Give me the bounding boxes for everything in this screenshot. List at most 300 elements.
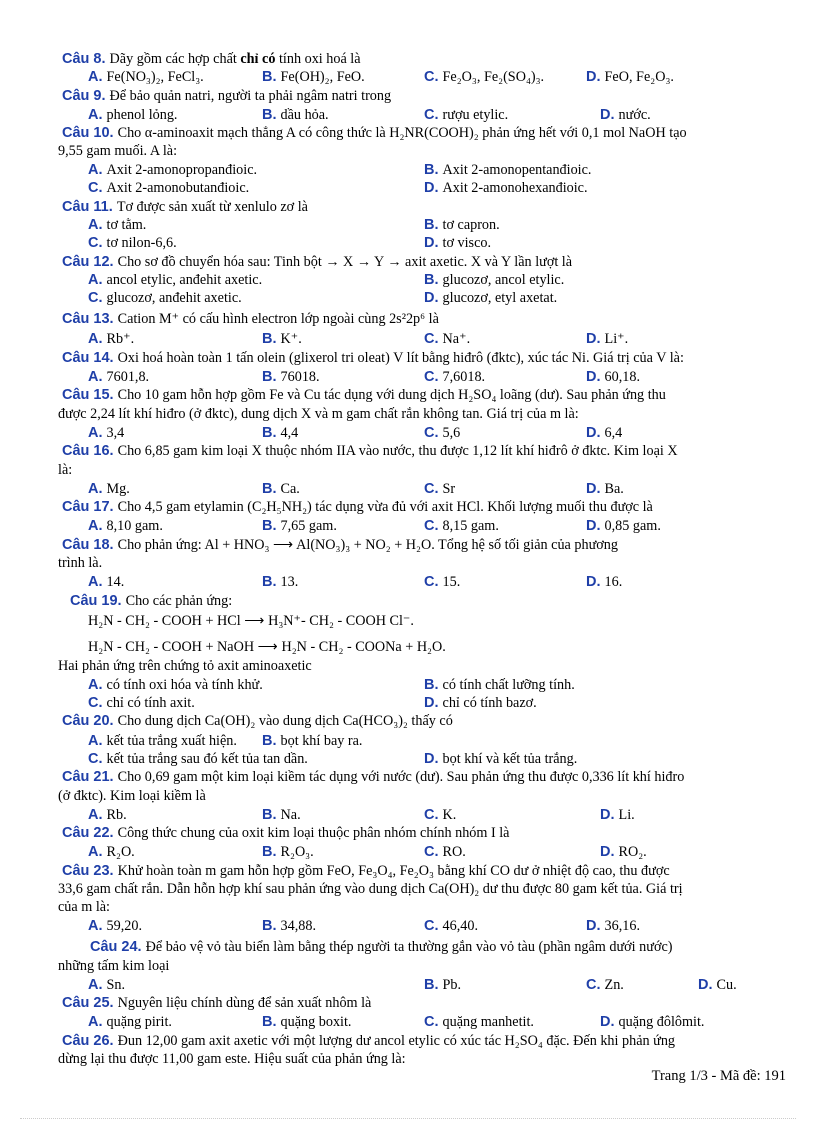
option-letter: C. bbox=[88, 235, 107, 251]
question-text: Cho 4,5 gam etylamin (C₂H₅NH₂) tác dụng vừa đủ với axit HCl. Khối lượng muối thu được là bbox=[117, 499, 653, 515]
answer-option bbox=[600, 106, 651, 124]
question-number: Câu 9. bbox=[62, 88, 110, 104]
question-number: Câu 12. bbox=[62, 254, 118, 270]
option-text: 16. bbox=[604, 574, 623, 590]
option-text: Fe(NO₃)₂, FeCl₃. bbox=[106, 69, 204, 85]
option-letter: D. bbox=[424, 290, 443, 306]
question-text: Cho α-aminoaxit mạch thẳng A có công thức là H₂NR(COOH)₂ phản ứng hết với 0,1 mol NaOH tạo bbox=[117, 125, 687, 141]
option-text: 7601,8. bbox=[106, 369, 150, 385]
question-text: là: bbox=[58, 462, 73, 478]
question-number: Câu 8. bbox=[62, 51, 110, 67]
question-text: Cho 6,85 gam kim loại X thuộc nhóm IIA vào nước, thu được 1,12 lít khí hiđrô ở đktc. Kim loại X bbox=[117, 443, 678, 459]
option-text: Pb. bbox=[442, 977, 462, 993]
question-text: Nguyên liệu chính dùng để sản xuất nhôm là bbox=[117, 995, 372, 1011]
option-letter: A. bbox=[88, 574, 107, 590]
option-letter: B. bbox=[262, 69, 281, 85]
question-text: 9,55 gam muối. A là: bbox=[58, 143, 178, 159]
answer-option bbox=[262, 424, 298, 442]
answer-option bbox=[88, 271, 262, 289]
answer-option bbox=[262, 806, 301, 824]
question-text: Khử hoàn toàn m gam hỗn hợp gồm FeO, Fe₃O₄, Fe₂O₃ bằng khí CO dư ở nhiệt độ cao, thu được bbox=[117, 863, 670, 879]
question-text: của m là: bbox=[58, 899, 110, 915]
option-letter: C. bbox=[88, 290, 107, 306]
option-text: 7,65 gam. bbox=[280, 518, 337, 534]
option-letter: D. bbox=[424, 235, 443, 251]
question-text: 33,6 gam chất rắn. Dẫn hỗn hợp khí sau phản ứng vào dung dịch Ca(OH)₂ dư thu được 80 gam kết tủa. Giá trị bbox=[58, 881, 683, 897]
text-line bbox=[62, 50, 361, 68]
option-letter: B. bbox=[262, 369, 281, 385]
answer-option bbox=[586, 917, 640, 935]
option-letter: A. bbox=[88, 107, 107, 123]
option-text: Axit 2-amonohexanđioic. bbox=[442, 180, 588, 196]
answer-option bbox=[88, 161, 257, 179]
option-text: 3,4 bbox=[106, 425, 125, 441]
answer-option bbox=[424, 330, 470, 348]
answer-option bbox=[424, 1013, 534, 1031]
question-text: H₂N - CH₂ - COOH + HCl ⟶ H₃N⁺- CH₂ - COOH Cl⁻. bbox=[88, 613, 414, 629]
option-text: Fe₂O₃, Fe₂(SO₄)₃. bbox=[442, 69, 545, 85]
option-letter: A. bbox=[88, 844, 107, 860]
option-text: Axit 2-amonopentanđioic. bbox=[442, 162, 592, 178]
text-line bbox=[58, 1050, 406, 1068]
answer-option bbox=[586, 976, 624, 994]
option-text: tơ tằm. bbox=[106, 217, 147, 233]
text-line bbox=[90, 938, 672, 956]
text-line bbox=[62, 349, 684, 367]
question-number: Câu 19. bbox=[70, 593, 126, 609]
question-number: Câu 18. bbox=[62, 537, 118, 553]
option-text: Axit 2-amonopropanđioic. bbox=[106, 162, 258, 178]
text-line bbox=[58, 554, 102, 572]
text-line bbox=[58, 657, 312, 675]
answer-option bbox=[88, 424, 124, 442]
question-number: Câu 20. bbox=[62, 713, 118, 729]
answer-option bbox=[424, 806, 456, 824]
option-letter: B. bbox=[424, 272, 443, 288]
answer-option bbox=[600, 1013, 704, 1031]
option-letter: B. bbox=[424, 217, 443, 233]
question-text: Dãy gồm các hợp chất bbox=[109, 51, 241, 67]
answer-option bbox=[424, 234, 491, 252]
option-text: 34,88. bbox=[280, 918, 316, 934]
option-text: 14. bbox=[106, 574, 125, 590]
option-letter: D. bbox=[424, 180, 443, 196]
option-letter: A. bbox=[88, 162, 107, 178]
option-text: Ca. bbox=[280, 481, 300, 497]
text-line bbox=[62, 536, 618, 554]
answer-option bbox=[88, 694, 195, 712]
option-letter: C. bbox=[424, 331, 443, 347]
question-number: Câu 11. bbox=[62, 199, 117, 215]
answer-option bbox=[424, 106, 508, 124]
option-text: 13. bbox=[280, 574, 299, 590]
question-number: Câu 10. bbox=[62, 125, 118, 141]
option-letter: B. bbox=[424, 162, 443, 178]
option-text: Rb. bbox=[106, 807, 127, 823]
option-text: RO. bbox=[442, 844, 466, 860]
question-text: Tơ được sản xuất từ xenlulo zơ là bbox=[116, 199, 308, 215]
emphasis-text: chỉ có bbox=[240, 51, 276, 67]
option-text: 59,20. bbox=[106, 918, 142, 934]
text-line bbox=[62, 124, 687, 142]
answer-option bbox=[88, 234, 177, 252]
option-letter: C. bbox=[424, 518, 443, 534]
question-number: Câu 15. bbox=[62, 387, 118, 403]
option-text: Ba. bbox=[604, 481, 624, 497]
option-letter: C. bbox=[424, 369, 443, 385]
option-text: glucozơ, etyl axetat. bbox=[442, 290, 558, 306]
answer-option bbox=[586, 573, 622, 591]
option-text: glucozơ, anđehit axetic. bbox=[106, 290, 242, 306]
option-text: 60,18. bbox=[604, 369, 640, 385]
question-number: Câu 21. bbox=[62, 769, 118, 785]
question-number: Câu 26. bbox=[62, 1033, 118, 1049]
option-letter: C. bbox=[424, 107, 443, 123]
answer-option bbox=[88, 806, 127, 824]
text-line bbox=[58, 880, 683, 898]
bottom-divider bbox=[20, 1118, 796, 1119]
option-text: tơ nilon-6,6. bbox=[106, 235, 177, 251]
option-letter: B. bbox=[424, 677, 443, 693]
option-letter: B. bbox=[424, 977, 443, 993]
option-text: FeO, Fe₂O₃. bbox=[604, 69, 674, 85]
option-letter: C. bbox=[88, 695, 107, 711]
question-text: dừng lại thu được 11,00 gam este. Hiệu suất của phản ứng là: bbox=[58, 1051, 406, 1067]
question-number: Câu 23. bbox=[62, 863, 118, 879]
option-text: dầu hỏa. bbox=[280, 107, 329, 123]
answer-option bbox=[88, 917, 142, 935]
option-letter: A. bbox=[88, 217, 107, 233]
answer-option bbox=[424, 271, 564, 289]
option-text: quặng boxit. bbox=[280, 1014, 352, 1030]
option-letter: D. bbox=[586, 518, 605, 534]
text-line bbox=[62, 87, 391, 105]
question-text: (ở đktc). Kim loại kiềm là bbox=[58, 788, 206, 804]
option-text: 6,4 bbox=[604, 425, 623, 441]
question-text: trình là. bbox=[58, 555, 103, 571]
option-text: Na⁺. bbox=[442, 331, 471, 347]
answer-option bbox=[424, 68, 544, 86]
option-letter: B. bbox=[262, 107, 281, 123]
option-letter: A. bbox=[88, 977, 107, 993]
answer-option bbox=[424, 179, 588, 197]
option-letter: C. bbox=[424, 918, 443, 934]
option-text: quặng đôlômit. bbox=[618, 1014, 705, 1030]
option-text: 46,40. bbox=[442, 918, 478, 934]
option-text: Na. bbox=[280, 807, 301, 823]
text-line bbox=[62, 253, 572, 271]
question-text: H₂N - CH₂ - COOH + NaOH ⟶ H₂N - CH₂ - COONa + H₂O. bbox=[88, 639, 446, 655]
answer-option bbox=[424, 216, 500, 234]
answer-option bbox=[88, 68, 204, 86]
option-letter: B. bbox=[262, 807, 281, 823]
option-letter: D. bbox=[586, 481, 605, 497]
question-text: Cho các phản ứng: bbox=[125, 593, 233, 609]
text-line bbox=[58, 898, 110, 916]
option-letter: C. bbox=[424, 844, 443, 860]
option-letter: B. bbox=[262, 574, 281, 590]
option-letter: C. bbox=[424, 1014, 443, 1030]
answer-option bbox=[262, 573, 298, 591]
option-text: kết tủa trắng sau đó kết tủa tan dần. bbox=[106, 751, 308, 767]
option-text: rượu etylic. bbox=[442, 107, 509, 123]
answer-option bbox=[586, 68, 674, 86]
answer-option bbox=[600, 806, 635, 824]
answer-option bbox=[586, 330, 628, 348]
option-text: K. bbox=[442, 807, 457, 823]
option-letter: C. bbox=[424, 574, 443, 590]
option-text: Mg. bbox=[106, 481, 130, 497]
text-line bbox=[62, 824, 509, 842]
text-line bbox=[62, 442, 678, 460]
option-letter: C. bbox=[424, 69, 443, 85]
option-text: chỉ có tính axit. bbox=[106, 695, 195, 711]
answer-option bbox=[424, 843, 466, 861]
text-line bbox=[62, 1032, 675, 1050]
answer-option bbox=[424, 750, 577, 768]
option-letter: A. bbox=[88, 733, 107, 749]
question-text: Cho dung dịch Ca(OH)₂ vào dung dịch Ca(HCO₃)₂ thấy có bbox=[117, 713, 453, 729]
text-line bbox=[70, 592, 232, 610]
answer-option bbox=[262, 517, 337, 535]
answer-option bbox=[262, 843, 314, 861]
option-text: tơ visco. bbox=[442, 235, 492, 251]
question-number: Câu 22. bbox=[62, 825, 118, 841]
option-text: tơ capron. bbox=[442, 217, 500, 233]
question-text: Công thức chung của oxit kim loại thuộc phân nhóm chính nhóm I là bbox=[117, 825, 510, 841]
question-text: Để bảo vệ vỏ tàu biển làm bằng thép người ta thường gắn vào vỏ tàu (phần ngâm dưới nước) bbox=[145, 939, 673, 955]
answer-option bbox=[600, 843, 647, 861]
question-text: Cation M⁺ có cấu hình electron lớp ngoài cùng 2s²2p⁶ là bbox=[117, 311, 439, 327]
option-letter: C. bbox=[586, 977, 605, 993]
question-text: được 2,24 lít khí hiđro (ở đktc), dung dịch X và m gam chất rắn không tan. Giá trị của m là: bbox=[58, 406, 579, 422]
answer-option bbox=[586, 424, 622, 442]
text-line bbox=[62, 768, 684, 786]
option-text: Li. bbox=[618, 807, 635, 823]
option-text: chỉ có tính bazơ. bbox=[442, 695, 537, 711]
answer-option bbox=[88, 330, 134, 348]
question-number: Câu 16. bbox=[62, 443, 118, 459]
option-letter: D. bbox=[586, 69, 605, 85]
answer-option bbox=[88, 368, 149, 386]
question-text: Oxi hoá hoàn toàn 1 tấn olein (glixerol tri oleat) V lít bằng hiđrô (đktc), xúc tác Ni. Giá trị của V là: bbox=[117, 350, 684, 366]
answer-option bbox=[424, 676, 575, 694]
question-text: Để bảo quản natri, người ta phải ngâm natri trong bbox=[109, 88, 392, 104]
question-text: Cho phản ứng: Al + HNO₃ ⟶ Al(NO₃)₃ + NO₂ + H₂O. Tổng hệ số tối giản của phương bbox=[117, 537, 618, 553]
question-text: Cho 10 gam hỗn hợp gồm Fe và Cu tác dụng với dung dịch H₂SO₄ loãng (dư). Sau phản ứng thu bbox=[117, 387, 666, 403]
option-text: RO₂. bbox=[618, 844, 647, 860]
option-text: ancol etylic, anđehit axetic. bbox=[106, 272, 263, 288]
answer-option bbox=[88, 750, 308, 768]
answer-option bbox=[88, 573, 124, 591]
answer-option bbox=[424, 573, 460, 591]
option-text: quặng manhetit. bbox=[442, 1014, 534, 1030]
option-text: 7,6018. bbox=[442, 369, 486, 385]
answer-option bbox=[262, 106, 329, 124]
answer-option bbox=[88, 216, 146, 234]
option-text: Rb⁺. bbox=[106, 331, 135, 347]
text-line bbox=[62, 310, 439, 328]
option-text: glucozơ, ancol etylic. bbox=[442, 272, 565, 288]
answer-option bbox=[88, 289, 242, 307]
text-line bbox=[58, 787, 206, 805]
question-text: những tấm kim loại bbox=[58, 958, 170, 974]
option-letter: A. bbox=[88, 331, 107, 347]
option-letter: A. bbox=[88, 807, 107, 823]
text-line bbox=[58, 957, 169, 975]
option-letter: B. bbox=[262, 481, 281, 497]
answer-option bbox=[88, 517, 163, 535]
option-text: 8,10 gam. bbox=[106, 518, 163, 534]
option-text: Axit 2-amonobutanđioic. bbox=[106, 180, 250, 196]
option-letter: D. bbox=[424, 751, 443, 767]
answer-option bbox=[424, 480, 455, 498]
option-letter: C. bbox=[424, 481, 443, 497]
option-text: Sn. bbox=[106, 977, 126, 993]
option-text: 8,15 gam. bbox=[442, 518, 499, 534]
option-letter: D. bbox=[586, 574, 605, 590]
answer-option bbox=[262, 68, 365, 86]
option-letter: D. bbox=[586, 425, 605, 441]
question-number: Câu 25. bbox=[62, 995, 118, 1011]
option-text: bọt khí và kết tủa trắng. bbox=[442, 751, 578, 767]
option-letter: B. bbox=[262, 331, 281, 347]
option-text: quặng pirit. bbox=[106, 1014, 172, 1030]
option-letter: B. bbox=[262, 1014, 281, 1030]
answer-option bbox=[262, 1013, 351, 1031]
option-letter: D. bbox=[424, 695, 443, 711]
option-text: có tính chất lưỡng tính. bbox=[442, 677, 575, 693]
answer-option bbox=[262, 732, 362, 750]
answer-option bbox=[88, 179, 249, 197]
text-line bbox=[62, 862, 670, 880]
text-line bbox=[58, 142, 177, 160]
option-letter: C. bbox=[88, 180, 107, 196]
text-line bbox=[62, 712, 453, 730]
answer-option bbox=[424, 161, 591, 179]
option-letter: B. bbox=[262, 918, 281, 934]
option-letter: D. bbox=[586, 369, 605, 385]
option-letter: A. bbox=[88, 677, 107, 693]
option-letter: C. bbox=[88, 751, 107, 767]
question-text: Cho sơ đồ chuyển hóa sau: Tinh bột → X → Y → axit axetic. X và Y lần lượt là bbox=[117, 254, 573, 270]
answer-option bbox=[88, 106, 177, 124]
option-text: Cu. bbox=[716, 977, 737, 993]
option-letter: B. bbox=[262, 425, 281, 441]
option-text: 15. bbox=[442, 574, 461, 590]
option-letter: A. bbox=[88, 481, 107, 497]
option-letter: A. bbox=[88, 518, 107, 534]
text-line bbox=[58, 405, 579, 423]
text-line bbox=[62, 198, 308, 216]
option-letter: D. bbox=[586, 331, 605, 347]
answer-option bbox=[88, 976, 125, 994]
question-text: Đun 12,00 gam axit axetic với một lượng dư ancol etylic có xúc tác H₂SO₄ đặc. Đến khi phản ứng bbox=[117, 1033, 676, 1049]
question-text: Hai phản ứng trên chứng tỏ axit aminoaxetic bbox=[58, 658, 312, 674]
option-text: R₂O₃. bbox=[280, 844, 314, 860]
answer-option bbox=[88, 676, 263, 694]
option-text: K⁺. bbox=[280, 331, 302, 347]
answer-option bbox=[424, 368, 485, 386]
answer-option bbox=[88, 480, 130, 498]
question-number: Câu 24. bbox=[90, 939, 146, 955]
option-text: phenol lỏng. bbox=[106, 107, 178, 123]
option-letter: C. bbox=[424, 425, 443, 441]
text-line bbox=[62, 994, 371, 1012]
answer-option bbox=[586, 368, 640, 386]
option-text: Li⁺. bbox=[604, 331, 629, 347]
answer-option bbox=[88, 732, 237, 750]
option-letter: B. bbox=[262, 844, 281, 860]
question-number: Câu 13. bbox=[62, 311, 118, 327]
option-text: 0,85 gam. bbox=[604, 518, 661, 534]
option-letter: A. bbox=[88, 425, 107, 441]
option-letter: D. bbox=[600, 1014, 619, 1030]
answer-option bbox=[424, 424, 460, 442]
question-number: Câu 14. bbox=[62, 350, 118, 366]
option-letter: D. bbox=[600, 844, 619, 860]
option-letter: A. bbox=[88, 918, 107, 934]
text-line bbox=[88, 638, 446, 656]
answer-option bbox=[262, 917, 316, 935]
text-line bbox=[58, 461, 72, 479]
option-letter: B. bbox=[262, 518, 281, 534]
text-line bbox=[62, 498, 653, 516]
question-text: tính oxi hoá là bbox=[275, 51, 361, 67]
option-text: có tính oxi hóa và tính khử. bbox=[106, 677, 263, 693]
option-text: Fe(OH)₂, FeO. bbox=[280, 69, 365, 85]
option-text: kết tủa trắng xuất hiện. bbox=[106, 733, 237, 749]
answer-option bbox=[262, 330, 302, 348]
answer-option bbox=[424, 517, 499, 535]
option-text: R₂O. bbox=[106, 844, 135, 860]
option-text: Sr bbox=[442, 481, 456, 497]
option-letter: C. bbox=[424, 807, 443, 823]
answer-option bbox=[262, 480, 300, 498]
option-text: 76018. bbox=[280, 369, 320, 385]
option-letter: D. bbox=[600, 107, 619, 123]
answer-option bbox=[262, 368, 320, 386]
question-number: Câu 17. bbox=[62, 499, 118, 515]
text-line bbox=[62, 386, 666, 404]
option-letter: A. bbox=[88, 1014, 107, 1030]
option-text: nước. bbox=[618, 107, 651, 123]
question-text: Cho 0,69 gam một kim loại kiềm tác dụng với nước (dư). Sau phản ứng thu được 0,336 lít khí hiđro bbox=[117, 769, 685, 785]
option-letter: A. bbox=[88, 69, 107, 85]
answer-option bbox=[424, 289, 557, 307]
answer-option bbox=[424, 917, 478, 935]
option-text: 36,16. bbox=[604, 918, 640, 934]
answer-option bbox=[88, 1013, 172, 1031]
option-text: Zn. bbox=[604, 977, 624, 993]
option-text: bọt khí bay ra. bbox=[280, 733, 363, 749]
answer-option bbox=[424, 694, 537, 712]
option-letter: D. bbox=[586, 918, 605, 934]
answer-option bbox=[586, 480, 624, 498]
answer-option bbox=[698, 976, 737, 994]
option-text: 4,4 bbox=[280, 425, 299, 441]
option-letter: A. bbox=[88, 272, 107, 288]
answer-option bbox=[88, 843, 135, 861]
option-text: 5,6 bbox=[442, 425, 461, 441]
text-line bbox=[88, 612, 414, 630]
answer-option bbox=[424, 976, 461, 994]
answer-option bbox=[586, 517, 661, 535]
option-letter: A. bbox=[88, 369, 107, 385]
page-footer: Trang 1/3 - Mã đề: 191 bbox=[651, 1068, 786, 1084]
option-letter: B. bbox=[262, 733, 281, 749]
option-letter: D. bbox=[698, 977, 717, 993]
